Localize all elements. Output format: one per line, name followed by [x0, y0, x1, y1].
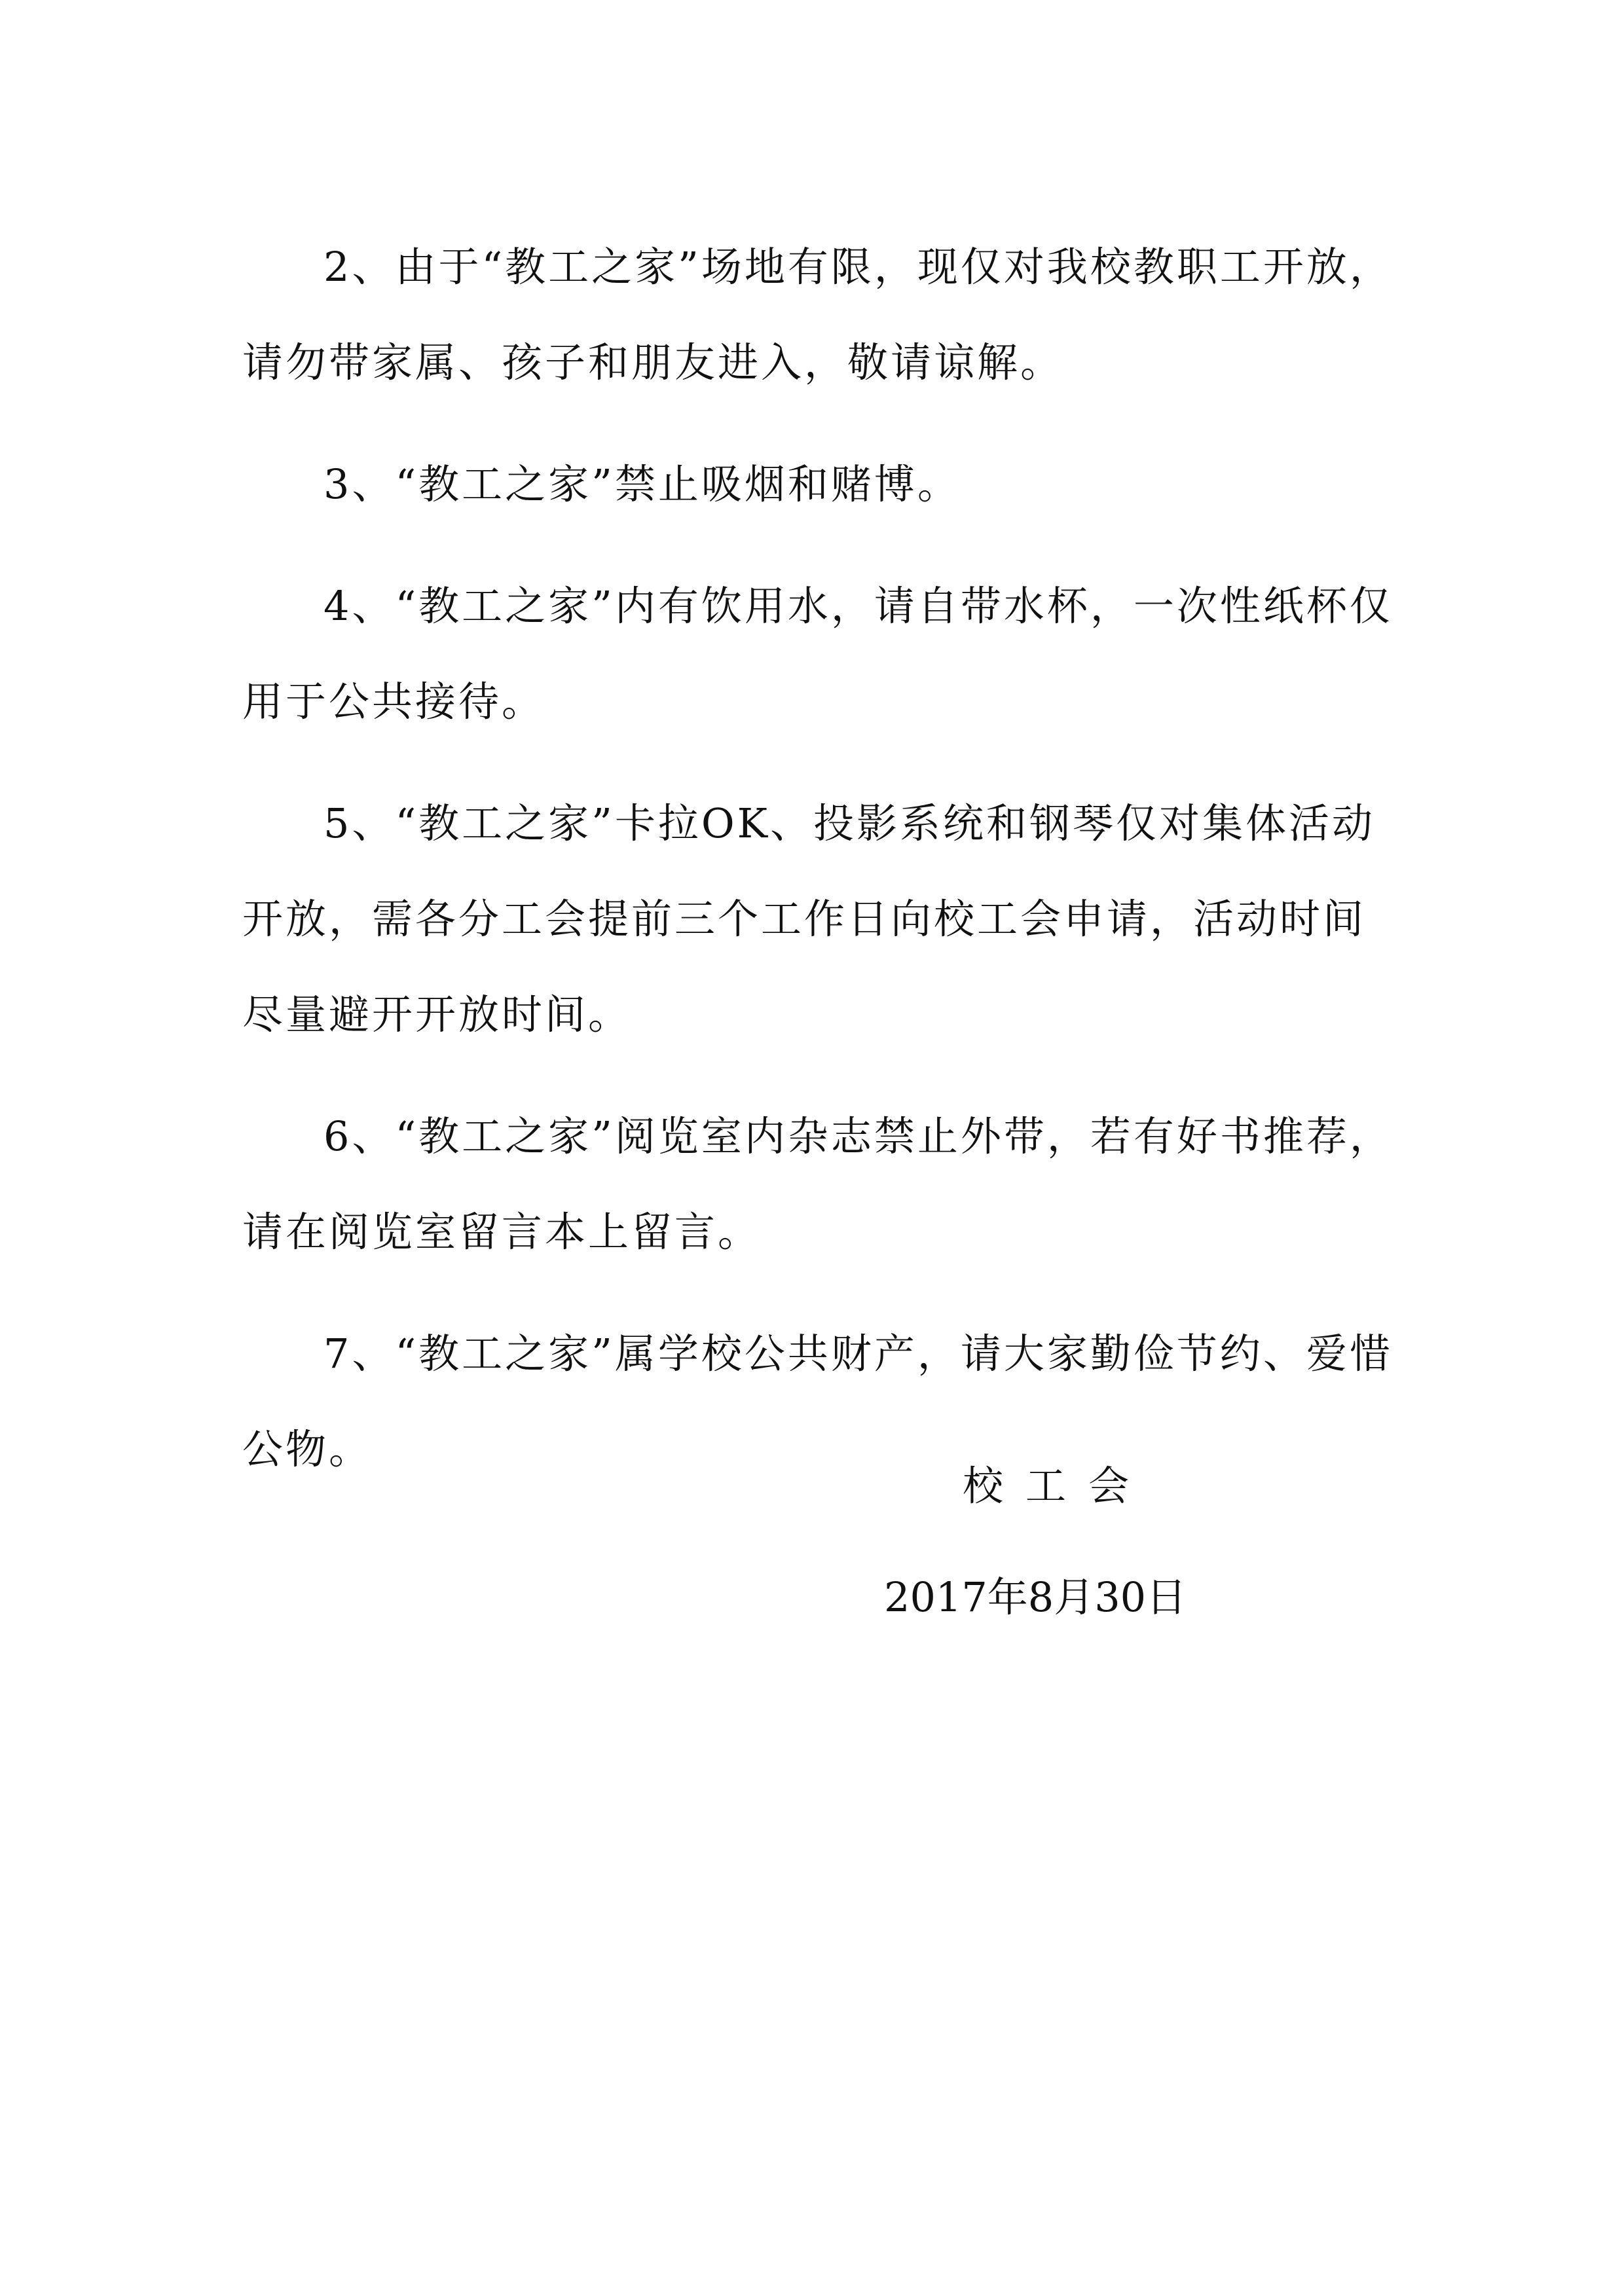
notice-body: [242, 219, 1395, 1523]
issue-date: 2017年8月30日: [884, 1573, 1187, 1621]
paragraph-item-4: 4、“教工之家”内有饮用水，请自带水杯，一次性纸杯仅用于公共接待。: [242, 582, 1393, 725]
paragraph-item-5: 5、“教工之家”卡拉OK、投影系统和钢琴仅对集体活动开放，需各分工会提前三个工作日向校工会申请，活动时间尽量避开开放时间。: [242, 799, 1375, 1038]
paragraph-item-6: 6、“教工之家”阅览室内杂志禁止外带，若有好书推荐，请在阅览室留言本上留言。: [242, 1112, 1393, 1256]
issuer-signature: 校工会: [963, 1462, 1152, 1510]
paragraph-item-3: 3、“教工之家”禁止吸烟和赌博。: [323, 460, 961, 508]
paragraph-item-2: 2、由于“教工之家”场地有限，现仅对我校教职工开放，请勿带家属、孩子和朋友进入，敬请谅解。: [242, 243, 1393, 386]
paragraph-item-7: 7、“教工之家”属学校公共财产，请大家勤俭节约、爱惜公物。: [242, 1330, 1393, 1473]
